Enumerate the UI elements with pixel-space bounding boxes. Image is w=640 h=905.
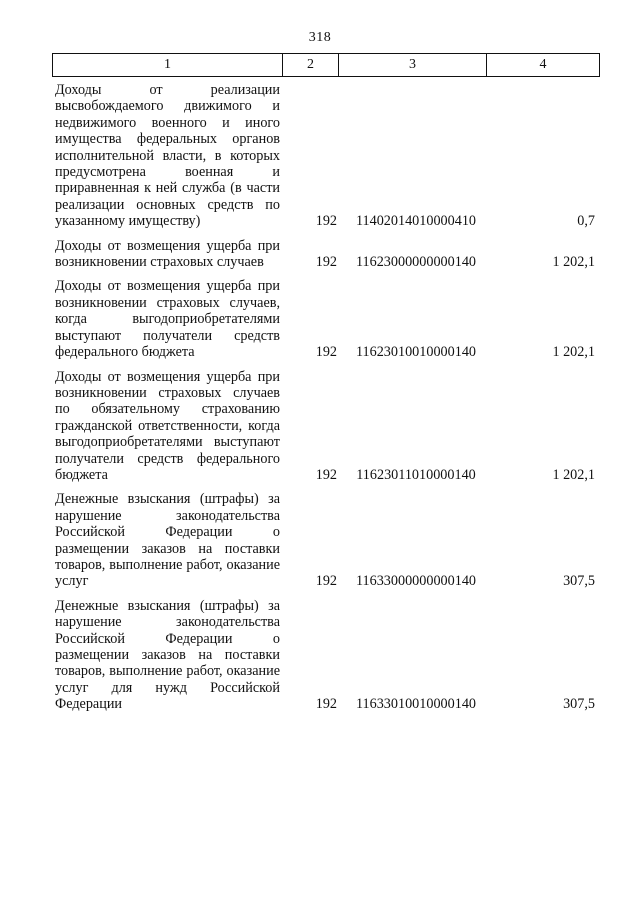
row-budget-code: 11623010010000140 — [355, 344, 477, 361]
row-amount: 1 202,1 — [552, 344, 595, 361]
table-row — [55, 369, 595, 484]
row-budget-code: 11623000000000140 — [355, 254, 477, 271]
table-row — [55, 491, 595, 589]
row-admin-code: 192 — [315, 466, 337, 483]
row-admin-code: 192 — [315, 213, 337, 230]
row-description: Доходы от реализации высвобождаемого движимого и недвижимого военного и иного имущества федеральных органов исполнительной власти, в которых предусмотрена военная и приравненная к ней служба (в части реализации основных средств по указанному имуществу) — [55, 82, 280, 230]
row-budget-code: 11402014010000410 — [355, 213, 477, 230]
column-header-table — [52, 53, 600, 77]
row-amount: 0,7 — [577, 213, 595, 230]
row-amount: 307,5 — [563, 573, 595, 590]
table-row — [55, 238, 595, 271]
table-row — [55, 82, 595, 230]
row-budget-code: 11623011010000140 — [356, 466, 476, 483]
row-description: Доходы от возмещения ущерба при возникновении страховых случаев по обязательному страхованию гражданской ответственности, когда выгодоприобретателями выступают получатели средств федерального бюджета — [55, 368, 280, 483]
row-amount: 1 202,1 — [552, 466, 595, 483]
column-header-4: 4 — [487, 54, 600, 77]
column-header-row — [53, 54, 600, 77]
row-description: Денежные взыскания (штрафы) за нарушение законодательства Российской Федерации о размещении заказов на поставки товаров, выполнение работ, оказание услуг для нужд Российской Федерации — [55, 597, 280, 713]
row-amount: 1 202,1 — [552, 254, 595, 271]
row-description: Доходы от возмещения ущерба при возникновении страховых случаев, когда выгодоприобретателями выступают получатели средств федерального бюджета — [55, 278, 280, 361]
column-header-1: 1 — [53, 54, 283, 77]
column-header-2: 2 — [283, 54, 339, 77]
row-budget-code: 11633010010000140 — [355, 696, 477, 713]
row-admin-code: 192 — [315, 254, 337, 271]
table-row — [55, 598, 595, 713]
page-number: 318 — [308, 30, 332, 45]
row-description: Денежные взыскания (штрафы) за нарушение законодательства Российской Федерации о размещении заказов на поставки товаров, выполнение работ, оказание услуг — [55, 491, 280, 590]
column-header-3: 3 — [339, 54, 487, 77]
row-description: Доходы от возмещения ущерба при возникновении страховых случаев — [55, 237, 280, 271]
row-budget-code: 11633000000000140 — [355, 573, 477, 590]
row-admin-code: 192 — [315, 573, 337, 590]
table-row — [55, 278, 595, 360]
row-admin-code: 192 — [315, 344, 337, 361]
income-rows — [55, 82, 595, 721]
row-admin-code: 192 — [315, 696, 337, 713]
row-amount: 307,5 — [563, 696, 595, 713]
